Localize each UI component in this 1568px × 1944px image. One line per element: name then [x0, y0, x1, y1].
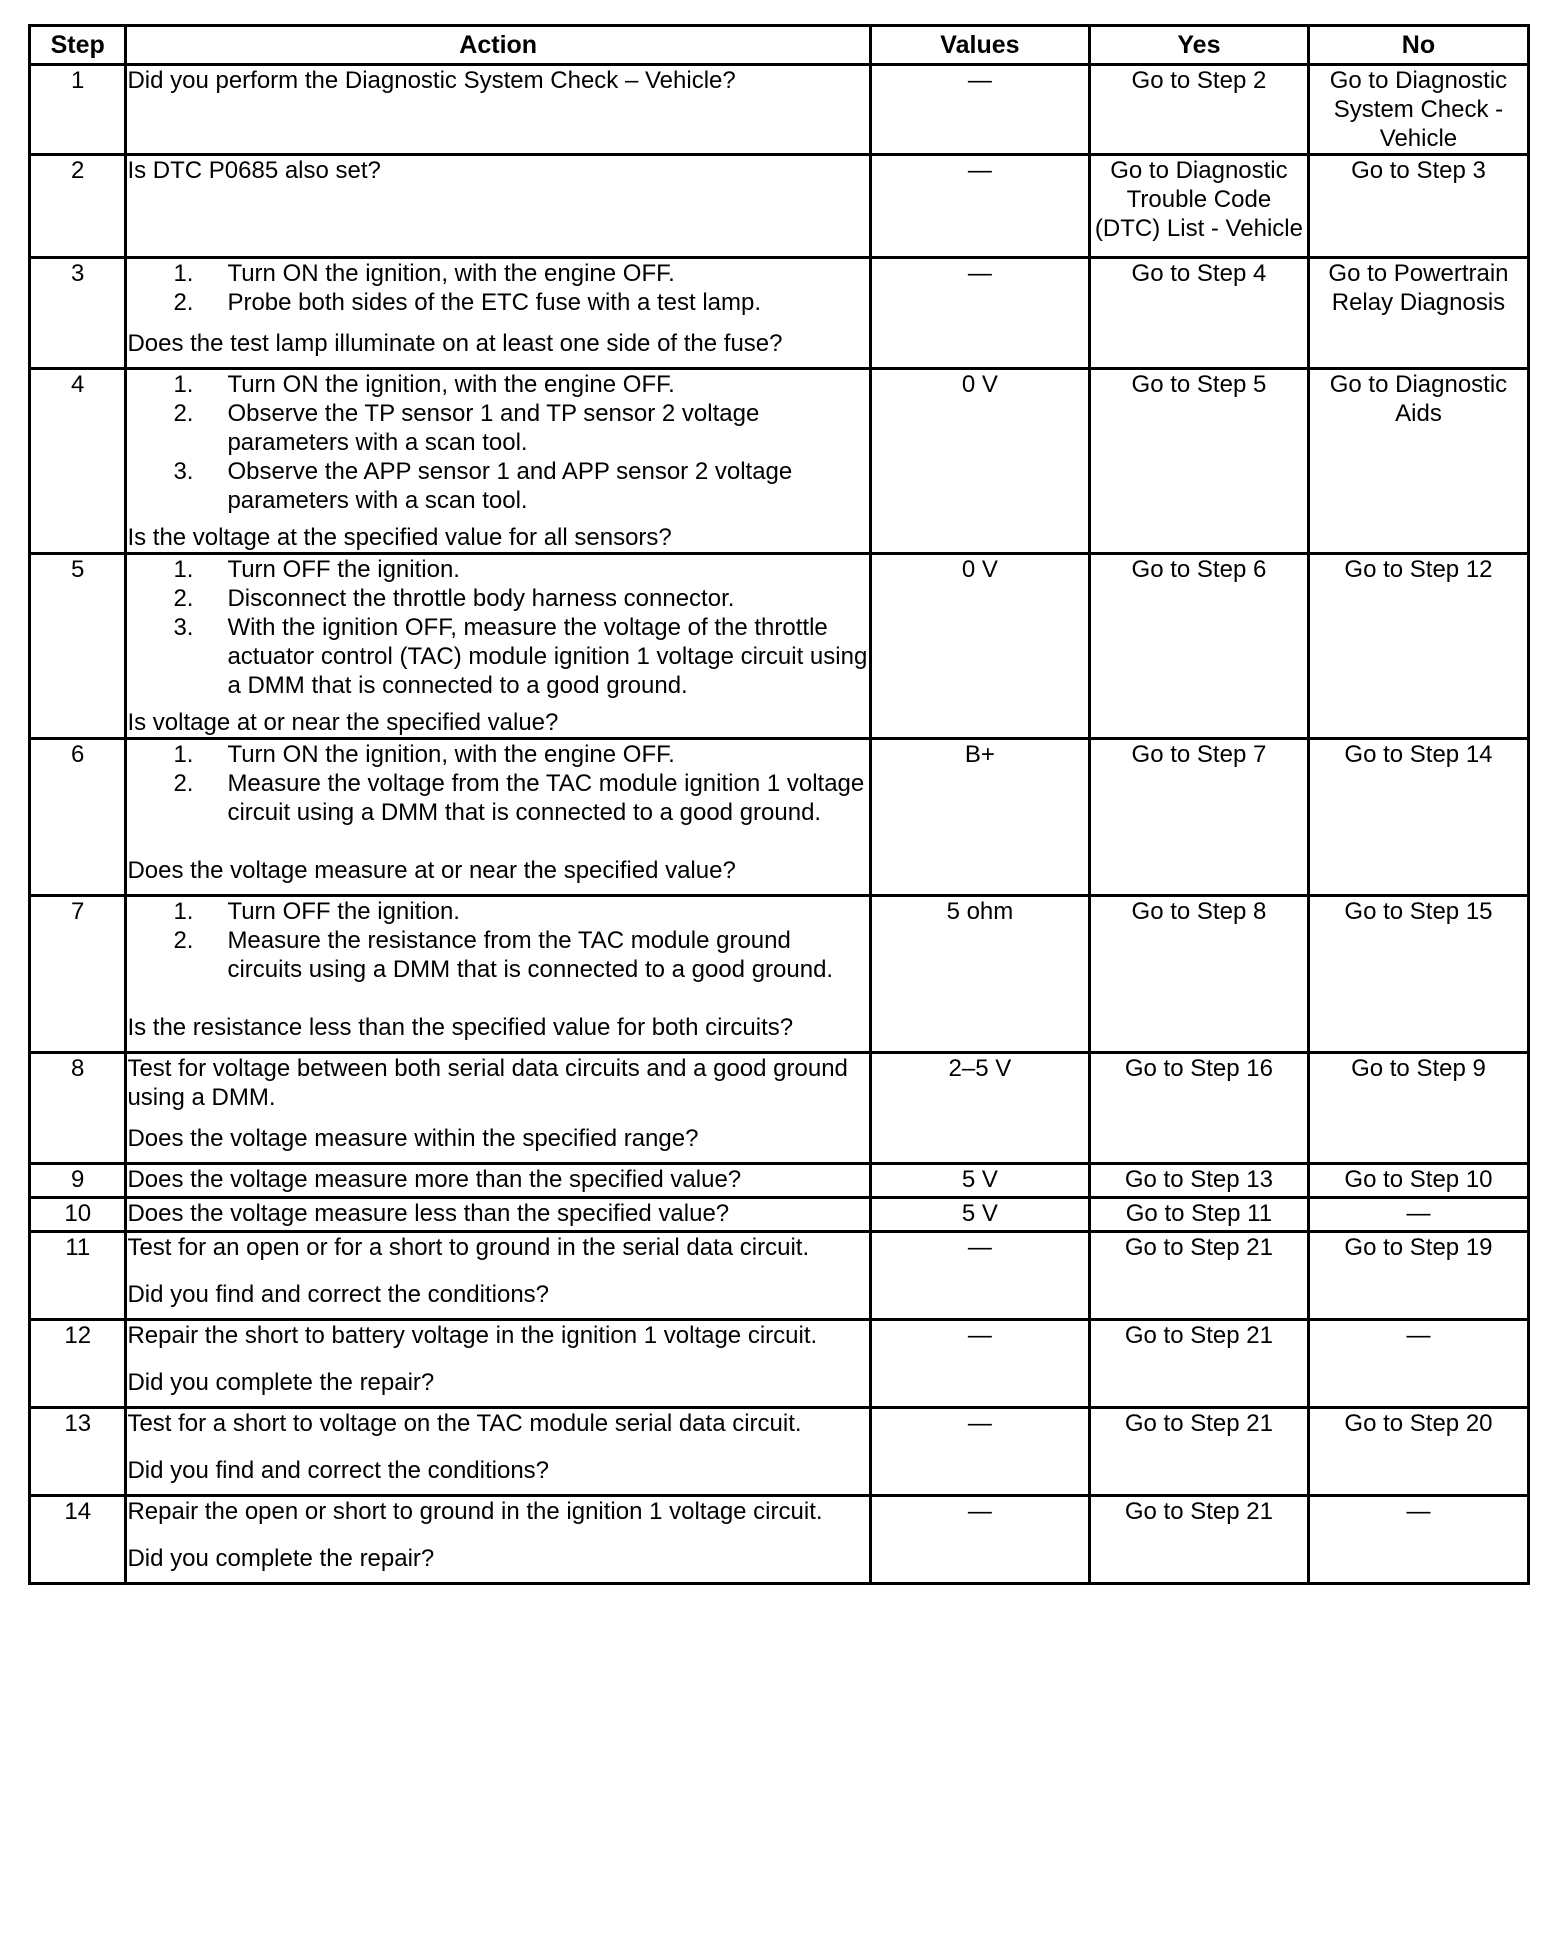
action-content [127, 1321, 868, 1397]
yes-cell: Go to Step 13 [1089, 1164, 1308, 1198]
value-cell: — [870, 155, 1089, 258]
value-cell: — [870, 1232, 1089, 1320]
value-cell: — [870, 1496, 1089, 1584]
yes-cell: Go to Step 5 [1089, 369, 1308, 554]
substep-item [173, 399, 868, 457]
table-row [30, 896, 1529, 1053]
substep-number: 1. [173, 898, 194, 925]
value-cell: — [870, 1408, 1089, 1496]
substep-item [173, 370, 868, 399]
substep-item [173, 288, 868, 317]
substep-number: 1. [173, 556, 194, 583]
substep-number: 1. [173, 741, 194, 768]
action-question: Did you complete the repair? [127, 1369, 435, 1396]
no-cell: Go to Step 14 [1308, 739, 1528, 896]
action-question: Is the resistance less than the specified value for both circuits? [127, 1014, 794, 1041]
substep-text: Disconnect the throttle body harness connector. [227, 585, 735, 612]
action-instructions [127, 1233, 868, 1262]
no-cell: Go to Step 10 [1308, 1164, 1528, 1198]
yes-cell: Go to Step 2 [1089, 65, 1308, 155]
value-cell: 2–5 V [870, 1053, 1089, 1164]
substep-list [127, 259, 868, 317]
no-cell: — [1308, 1198, 1528, 1232]
header-step: Step [30, 26, 126, 65]
action-content [127, 740, 868, 885]
yes-cell: Go to Step 16 [1089, 1053, 1308, 1164]
action-text: Test for voltage between both serial data circuits and a good ground using a DMM. [127, 1055, 848, 1111]
action-cell [126, 1053, 870, 1164]
action-text: Test for an open or for a short to ground in the serial data circuit. [127, 1234, 810, 1261]
yes-cell: Go to Step 4 [1089, 258, 1308, 369]
value-cell: 0 V [870, 369, 1089, 554]
substep-number: 2. [173, 927, 194, 954]
value-cell: — [870, 65, 1089, 155]
substep-text: Measure the voltage from the TAC module ignition 1 voltage circuit using a DMM that is connected to a good ground. [227, 770, 865, 826]
yes-cell: Go to Step 8 [1089, 896, 1308, 1053]
action-instructions [127, 1321, 868, 1350]
action-instructions [127, 1054, 868, 1112]
action-question: Does the voltage measure at or near the specified value? [127, 857, 736, 884]
yes-cell: Go to Step 21 [1089, 1496, 1308, 1584]
step-number: 3 [30, 258, 126, 369]
action-question: Does the test lamp illuminate on at least one side of the fuse? [127, 330, 783, 357]
table-row [30, 1496, 1529, 1584]
action-cell [126, 554, 870, 739]
yes-cell: Go to Step 11 [1089, 1198, 1308, 1232]
no-cell: Go to Diagnostic Aids [1308, 369, 1528, 554]
action-cell [126, 65, 870, 155]
action-content [127, 259, 868, 358]
action-question: Is the voltage at the specified value for all sensors? [127, 524, 672, 551]
substep-item [173, 457, 868, 515]
step-number: 12 [30, 1320, 126, 1408]
action-content [127, 156, 868, 247]
value-cell: — [870, 258, 1089, 369]
yes-cell: Go to Step 21 [1089, 1232, 1308, 1320]
action-cell [126, 1320, 870, 1408]
substep-item [173, 769, 868, 827]
action-question: Does the voltage measure within the specified range? [127, 1125, 699, 1152]
action-instructions [127, 1409, 868, 1438]
step-number: 13 [30, 1408, 126, 1496]
no-cell: Go to Diagnostic System Check - Vehicle [1308, 65, 1528, 155]
action-text: Did you perform the Diagnostic System Check – Vehicle? [127, 67, 736, 94]
table-row [30, 1164, 1529, 1198]
header-yes: Yes [1089, 26, 1308, 65]
action-question: Did you find and correct the conditions? [127, 1457, 550, 1484]
action-instructions [127, 897, 868, 984]
step-number: 7 [30, 896, 126, 1053]
no-cell: — [1308, 1496, 1528, 1584]
substep-item [173, 613, 868, 700]
value-cell: 5 V [870, 1164, 1089, 1198]
substep-text: Turn OFF the ignition. [227, 556, 460, 583]
step-number: 5 [30, 554, 126, 739]
action-content [127, 66, 868, 131]
yes-cell: Go to Diagnostic Trouble Code (DTC) List - Vehicle [1089, 155, 1308, 258]
value-cell: B+ [870, 739, 1089, 896]
value-cell: 5 V [870, 1198, 1089, 1232]
action-content [127, 1497, 868, 1573]
no-cell: Go to Step 20 [1308, 1408, 1528, 1496]
substep-text: Observe the TP sensor 1 and TP sensor 2 voltage parameters with a scan tool. [227, 400, 760, 456]
action-instructions [127, 259, 868, 317]
table-row [30, 1408, 1529, 1496]
action-instructions [127, 1497, 868, 1526]
substep-text: Observe the APP sensor 1 and APP sensor 2 voltage parameters with a scan tool. [227, 458, 793, 514]
step-number: 9 [30, 1164, 126, 1198]
substep-number: 2. [173, 289, 194, 316]
table-row [30, 739, 1529, 896]
substep-number: 2. [173, 770, 194, 797]
substep-number: 1. [173, 260, 194, 287]
yes-cell: Go to Step 21 [1089, 1320, 1308, 1408]
step-number: 14 [30, 1496, 126, 1584]
substep-item [173, 584, 868, 613]
substep-number: 1. [173, 371, 194, 398]
action-instructions [127, 1165, 868, 1194]
table-row [30, 1198, 1529, 1232]
action-content [127, 370, 868, 552]
action-content [127, 1233, 868, 1309]
action-text: Does the voltage measure more than the specified value? [127, 1166, 742, 1193]
substep-text: Measure the resistance from the TAC module ground circuits using a DMM that is connected to a good ground. [227, 927, 834, 983]
substep-number: 3. [173, 614, 194, 641]
table-row [30, 554, 1529, 739]
action-instructions [127, 156, 868, 185]
action-cell [126, 155, 870, 258]
step-number: 4 [30, 369, 126, 554]
substep-item [173, 926, 868, 984]
action-cell [126, 1408, 870, 1496]
action-cell [126, 369, 870, 554]
action-text: Test for a short to voltage on the TAC module serial data circuit. [127, 1410, 802, 1437]
action-instructions [127, 555, 868, 700]
substep-item [173, 555, 868, 584]
action-cell [126, 1232, 870, 1320]
action-question: Did you complete the repair? [127, 1545, 435, 1572]
table-row [30, 369, 1529, 554]
substep-text: Probe both sides of the ETC fuse with a test lamp. [227, 289, 762, 316]
substep-list [127, 897, 868, 984]
action-cell [126, 258, 870, 369]
diagnostic-table [28, 24, 1530, 1585]
no-cell: Go to Step 19 [1308, 1232, 1528, 1320]
yes-cell: Go to Step 6 [1089, 554, 1308, 739]
action-cell [126, 1496, 870, 1584]
table-row [30, 65, 1529, 155]
table-row [30, 258, 1529, 369]
action-instructions [127, 740, 868, 827]
no-cell: — [1308, 1320, 1528, 1408]
value-cell: 0 V [870, 554, 1089, 739]
action-instructions [127, 66, 868, 95]
substep-item [173, 259, 868, 288]
table-row [30, 155, 1529, 258]
action-question: Did you find and correct the conditions? [127, 1281, 550, 1308]
action-cell [126, 896, 870, 1053]
action-cell [126, 1164, 870, 1198]
action-text: Is DTC P0685 also set? [127, 157, 381, 184]
no-cell: Go to Step 15 [1308, 896, 1528, 1053]
no-cell: Go to Step 9 [1308, 1053, 1528, 1164]
substep-list [127, 370, 868, 515]
action-text: Repair the open or short to ground in the ignition 1 voltage circuit. [127, 1498, 823, 1525]
action-instructions [127, 370, 868, 515]
value-cell: — [870, 1320, 1089, 1408]
step-number: 1 [30, 65, 126, 155]
step-number: 10 [30, 1198, 126, 1232]
action-content [127, 1409, 868, 1485]
action-text: Does the voltage measure less than the specified value? [127, 1200, 730, 1227]
substep-number: 2. [173, 585, 194, 612]
table-row [30, 1053, 1529, 1164]
substep-text: Turn OFF the ignition. [227, 898, 460, 925]
table-row [30, 1232, 1529, 1320]
header-values: Values [870, 26, 1089, 65]
substep-text: Turn ON the ignition, with the engine OFF. [227, 371, 675, 398]
value-cell: 5 ohm [870, 896, 1089, 1053]
substep-text: Turn ON the ignition, with the engine OFF. [227, 741, 675, 768]
action-question: Is voltage at or near the specified value? [127, 709, 559, 736]
no-cell: Go to Powertrain Relay Diagnosis [1308, 258, 1528, 369]
action-content [127, 897, 868, 1042]
yes-cell: Go to Step 21 [1089, 1408, 1308, 1496]
yes-cell: Go to Step 7 [1089, 739, 1308, 896]
action-text: Repair the short to battery voltage in the ignition 1 voltage circuit. [127, 1322, 818, 1349]
no-cell: Go to Step 12 [1308, 554, 1528, 739]
header-no: No [1308, 26, 1528, 65]
action-content [127, 1199, 868, 1228]
substep-list [127, 555, 868, 700]
action-cell [126, 739, 870, 896]
substep-item [173, 740, 868, 769]
header-action: Action [126, 26, 870, 65]
table-row [30, 1320, 1529, 1408]
action-content [127, 1165, 868, 1194]
substep-number: 2. [173, 400, 194, 427]
action-cell [126, 1198, 870, 1232]
action-content [127, 1054, 868, 1153]
step-number: 8 [30, 1053, 126, 1164]
substep-item [173, 897, 868, 926]
substep-number: 3. [173, 458, 194, 485]
action-instructions [127, 1199, 868, 1228]
substep-text: Turn ON the ignition, with the engine OFF. [227, 260, 675, 287]
table-body [30, 65, 1529, 1584]
no-cell: Go to Step 3 [1308, 155, 1528, 258]
step-number: 11 [30, 1232, 126, 1320]
header-row [30, 26, 1529, 65]
step-number: 2 [30, 155, 126, 258]
action-content [127, 555, 868, 737]
substep-text: With the ignition OFF, measure the voltage of the throttle actuator control (TAC) module ignition 1 voltage circuit using a DMM that is connected to a good ground. [227, 614, 868, 699]
step-number: 6 [30, 739, 126, 896]
substep-list [127, 740, 868, 827]
